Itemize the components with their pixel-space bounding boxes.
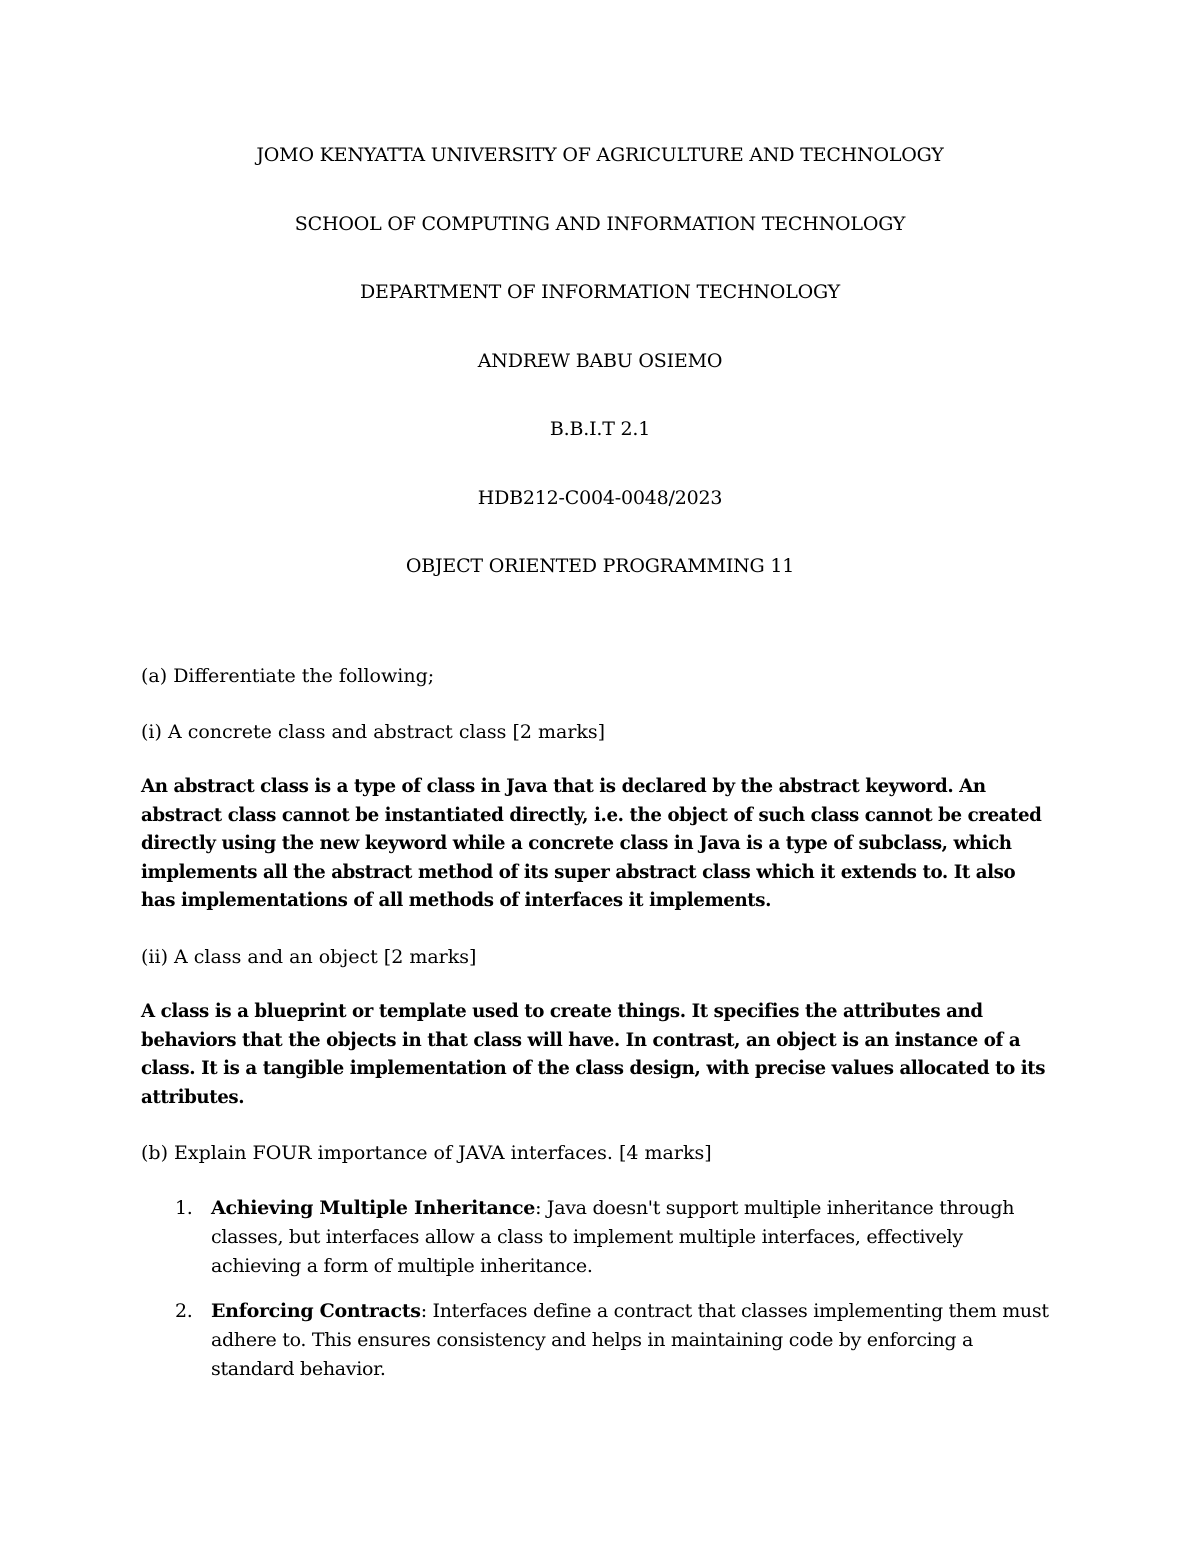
registration-number: HDB212-C004-0048/2023 <box>477 486 723 509</box>
student-name: ANDREW BABU OSIEMO <box>477 349 723 372</box>
list-term: Enforcing Contracts <box>211 1300 421 1323</box>
answer-line: abstract class cannot be instantiated directly, i.e. the object of such class cannot be created <box>141 804 1042 826</box>
list-line: adhere to. This ensures consistency and helps in maintaining code by enforcing a <box>211 1329 974 1352</box>
list-number: 1. <box>175 1197 193 1220</box>
title-block <box>0 140 1200 620</box>
answer-line: implements all the abstract method of its super abstract class which it extends to. It also <box>141 861 1016 883</box>
question-a-i: (i) A concrete class and abstract class [2 marks] <box>141 721 606 743</box>
answer-line: directly using the new keyword while a concrete class in Java is a type of subclass, which <box>141 833 1012 855</box>
list-first-line-text: : Java doesn't support multiple inheritance through <box>535 1197 1015 1220</box>
department-name: DEPARTMENT OF INFORMATION TECHNOLOGY <box>360 281 840 303</box>
list-line: achieving a form of multiple inheritance. <box>211 1255 593 1278</box>
list-number: 2. <box>175 1300 193 1323</box>
program-code: B.B.I.T 2.1 <box>549 418 651 440</box>
list-term: Achieving Multiple Inheritance <box>211 1197 536 1220</box>
university-name: JOMO KENYATTA UNIVERSITY OF AGRICULTURE AND TECHNOLOGY <box>256 144 944 166</box>
answer-line: has implementations of all methods of interfaces it implements. <box>141 890 772 912</box>
list-item <box>141 1297 1061 1384</box>
question-b: (b) Explain FOUR importance of JAVA interfaces. [4 marks] <box>141 1142 712 1165</box>
list-first-line-text: : Interfaces define a contract that classes implementing them must <box>420 1300 1049 1323</box>
answer-a-i <box>141 773 1061 916</box>
answer-line: class. It is a tangible implementation of the class design, with precise values allocated to its <box>141 1058 1046 1080</box>
answer-line: A class is a blueprint or template used to create things. It specifies the attributes and <box>141 1000 983 1022</box>
interfaces-importance-list <box>141 1194 1061 1384</box>
list-first-line <box>211 1194 1061 1223</box>
list-item <box>141 1194 1061 1281</box>
answer-a-ii <box>141 998 1061 1112</box>
answer-line: attributes. <box>141 1086 245 1108</box>
answer-line: behaviors that the objects in that class will have. In contrast, an object is an instance of a <box>141 1029 1021 1051</box>
school-name: SCHOOL OF COMPUTING AND INFORMATION TECHNOLOGY <box>294 212 906 235</box>
course-title: OBJECT ORIENTED PROGRAMMING 11 <box>405 555 795 577</box>
answer-line: An abstract class is a type of class in Java that is declared by the abstract keyword. An <box>141 776 986 797</box>
list-line: standard behavior. <box>211 1358 386 1381</box>
list-line: classes, but interfaces allow a class to implement multiple interfaces, effectively <box>211 1226 963 1249</box>
document-body <box>141 661 1061 1400</box>
list-first-line <box>211 1297 1061 1326</box>
question-a-ii: (ii) A class and an object [2 marks] <box>141 945 477 968</box>
question-a-intro: (a) Differentiate the following; <box>141 665 435 687</box>
